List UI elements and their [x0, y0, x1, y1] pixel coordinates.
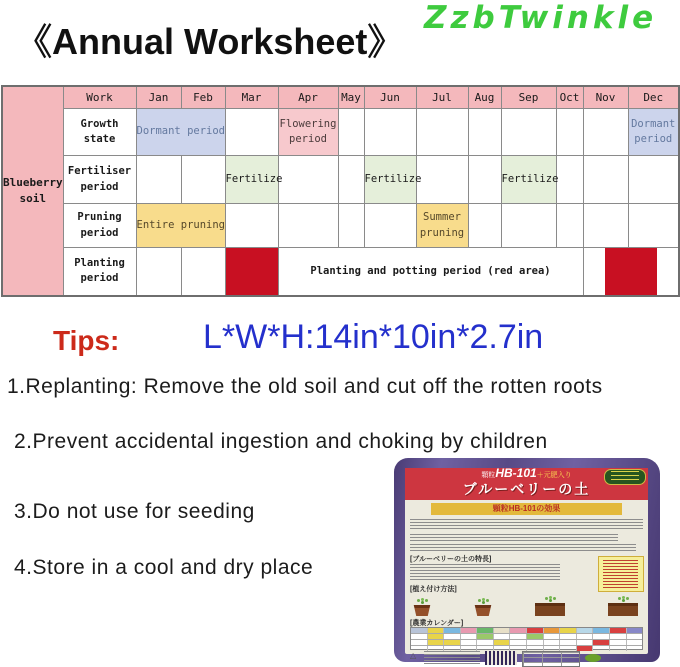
- cell-empty: [136, 248, 181, 296]
- cell-empty: [468, 156, 501, 204]
- row-label-growth-state: Growth state: [63, 109, 136, 156]
- cell-empty: [628, 204, 679, 248]
- bag-top-suffix: ＋元肥入り: [536, 472, 572, 479]
- mini-cal-cell: [510, 640, 527, 645]
- mini-cal-cell: [461, 640, 478, 645]
- mini-cal-cell: [444, 628, 461, 633]
- mini-cal-cell: [577, 628, 594, 633]
- cell-empty: [468, 109, 501, 156]
- annual-worksheet-table: [1, 85, 680, 297]
- mini-cal-cell: [477, 640, 494, 645]
- mini-cal-cell: [527, 634, 544, 639]
- cell-summer-pruning: Summer pruning: [416, 204, 468, 248]
- bag-body-text-lines: [410, 534, 618, 541]
- mini-cal-cell: [627, 628, 643, 633]
- col-header-nov: Nov: [583, 86, 628, 109]
- product-bag-image: [394, 458, 660, 662]
- mini-cal-cell: [577, 640, 594, 645]
- cell-entire-pruning: Entire pruning: [136, 204, 225, 248]
- mini-cal-cell: [610, 634, 627, 639]
- hb101-logo-text: HB-101: [495, 466, 537, 480]
- mini-cal-cell: [577, 634, 594, 639]
- bag-mini-calendar: [410, 627, 643, 650]
- col-header-feb: Feb: [181, 86, 225, 109]
- bag-top-prefix: 顆粒: [481, 472, 496, 479]
- col-header-oct: Oct: [556, 86, 583, 109]
- mini-cal-cell: [610, 640, 627, 645]
- mini-cal-cell: [527, 640, 544, 645]
- cell-empty: [468, 204, 501, 248]
- cell-empty: [556, 156, 583, 204]
- cell-empty: [583, 156, 628, 204]
- cell-fertilize-jun: Fertilize: [364, 156, 416, 204]
- mini-cal-cell: [444, 634, 461, 639]
- cell-empty: [364, 109, 416, 156]
- cell-planting-red-mar: [225, 248, 278, 296]
- mini-cal-cell: [411, 634, 428, 639]
- cell-empty: [338, 156, 364, 204]
- cell-empty: [338, 109, 364, 156]
- mini-cal-cell: [428, 634, 445, 639]
- seedling-icon: [482, 601, 485, 604]
- brand-logo: ZzbTwinkle: [424, 0, 658, 36]
- page-title: 《Annual Worksheet》: [16, 21, 404, 62]
- mini-cal-cell: [411, 628, 428, 633]
- bag-calendar-heading: [農業カレンダー]: [410, 620, 464, 627]
- table-header-row: [2, 86, 679, 109]
- pot-illustration: [535, 599, 565, 616]
- mini-cal-cell: [560, 628, 577, 633]
- cell-planting-note: Planting and potting period (red area): [278, 248, 583, 296]
- mini-cal-cell: [510, 634, 527, 639]
- tip-item-3: 3.Do not use for seeding: [14, 500, 255, 523]
- pot-illustration: [608, 599, 638, 616]
- barcode: [485, 651, 517, 665]
- pot-icon: [474, 605, 492, 616]
- bag-effect-band: 顆粒HB-101の効果: [431, 503, 622, 515]
- mini-cal-cell: [461, 628, 478, 633]
- bag-features-text-lines: [410, 564, 560, 582]
- mini-cal-cell: [544, 640, 561, 645]
- cell-fertilize-sep: Fertilize: [501, 156, 556, 204]
- row-header-blueberry-soil: Blueberry soil: [2, 86, 63, 296]
- cell-empty: [225, 109, 278, 156]
- cell-empty: [225, 204, 278, 248]
- cell-empty: [136, 156, 181, 204]
- cell-empty: [181, 248, 225, 296]
- mini-cal-cell: [627, 634, 643, 639]
- mini-cal-cell: [428, 640, 445, 645]
- mini-cal-cell: [527, 628, 544, 633]
- bag-fine-print-lines: [424, 651, 480, 664]
- cell-empty: [583, 204, 628, 248]
- mini-cal-cell: [494, 634, 511, 639]
- mini-cal-cell: [477, 628, 494, 633]
- mini-cal-cell: [444, 640, 461, 645]
- mini-cal-cell: [593, 640, 610, 645]
- mini-cal-cell: [593, 628, 610, 633]
- fertiliser-row: [2, 156, 679, 204]
- mini-cal-cell: [593, 634, 610, 639]
- tip-item-2: 2.Prevent accidental ingestion and choking by children: [14, 430, 548, 453]
- cell-dormant-dec: Dormant period: [628, 109, 679, 156]
- cell-empty: [278, 156, 338, 204]
- mini-cal-cell: [477, 634, 494, 639]
- planting-red-block: [605, 248, 657, 295]
- col-header-aug: Aug: [468, 86, 501, 109]
- bag-yellow-note-box: [598, 556, 644, 592]
- cell-empty: [501, 109, 556, 156]
- col-header-apr: Apr: [278, 86, 338, 109]
- cell-planting-red-nov-dec: [583, 248, 679, 296]
- cell-empty: [628, 156, 679, 204]
- mini-cal-cell: [494, 640, 511, 645]
- ground-planting-icon: [608, 603, 638, 616]
- mini-cal-cell: [428, 628, 445, 633]
- growth-state-row: [2, 109, 679, 156]
- ground-planting-icon: [535, 603, 565, 616]
- hb101-oval-logo: [585, 654, 601, 662]
- mini-cal-cell: [411, 640, 428, 645]
- pruning-row: [2, 204, 679, 248]
- bag-bottom-section: [410, 651, 643, 667]
- mini-cal-cell: [627, 640, 643, 645]
- tip-item-4: 4.Store in a cool and dry place: [14, 556, 314, 579]
- mini-cal-cell: [560, 640, 577, 645]
- bag-product-name: ブルーベリーの土: [462, 481, 591, 497]
- cell-empty: [278, 204, 338, 248]
- cell-empty: [583, 109, 628, 156]
- row-label-fertiliser: Fertiliser period: [63, 156, 136, 204]
- col-header-sep: Sep: [501, 86, 556, 109]
- cell-empty: [556, 204, 583, 248]
- tip-item-1: 1.Replanting: Remove the old soil and cut off the rotten roots: [7, 375, 603, 398]
- cell-empty: [556, 109, 583, 156]
- cell-empty: [338, 204, 364, 248]
- mini-cal-cell: [494, 628, 511, 633]
- mini-cal-cell: [544, 628, 561, 633]
- cell-empty: [416, 109, 468, 156]
- cell-dormant-jan-feb: Dormant period: [136, 109, 225, 156]
- col-header-jan: Jan: [136, 86, 181, 109]
- cell-flowering-apr: Flowering period: [278, 109, 338, 156]
- planting-steps-illustration: [413, 594, 638, 616]
- bag-front-label: [405, 466, 648, 660]
- spec-mini-table: [522, 651, 580, 667]
- mini-cal-cell: [544, 634, 561, 639]
- cell-fertilize-mar: Fertilize: [225, 156, 278, 204]
- col-header-dec: Dec: [628, 86, 679, 109]
- col-header-jul: Jul: [416, 86, 468, 109]
- mini-cal-cell: [461, 634, 478, 639]
- warning-triangle-icon: △: [410, 651, 417, 660]
- cell-empty: [501, 204, 556, 248]
- col-header-jun: Jun: [364, 86, 416, 109]
- col-header-may: May: [338, 86, 364, 109]
- cell-empty: [416, 156, 468, 204]
- bag-corner-badge: [604, 469, 646, 485]
- cell-empty: [364, 204, 416, 248]
- bag-features-heading: [ブルーベリーの土の特長]: [410, 556, 492, 563]
- mini-cal-cell: [610, 628, 627, 633]
- row-label-pruning: Pruning period: [63, 204, 136, 248]
- col-header-work: Work: [63, 86, 136, 109]
- dimensions-text: L*W*H:14in*10in*2.7in: [203, 318, 544, 356]
- seedling-icon: [549, 599, 552, 602]
- cell-empty: [181, 156, 225, 204]
- seedling-icon: [622, 599, 625, 602]
- row-label-planting: Planting period: [63, 248, 136, 296]
- mini-cal-cell: [510, 628, 527, 633]
- col-header-mar: Mar: [225, 86, 278, 109]
- bag-planting-heading: [植え付け方法]: [410, 586, 457, 593]
- pot-illustration: [474, 601, 492, 616]
- mini-cal-cell: [560, 634, 577, 639]
- pot-illustration: [413, 601, 431, 616]
- pot-icon: [413, 605, 431, 616]
- bag-body-text-lines: [410, 519, 643, 531]
- seedling-icon: [421, 601, 424, 604]
- tips-label: Tips:: [53, 325, 120, 356]
- planting-row: [2, 248, 679, 296]
- bag-body-text-lines: [410, 544, 636, 551]
